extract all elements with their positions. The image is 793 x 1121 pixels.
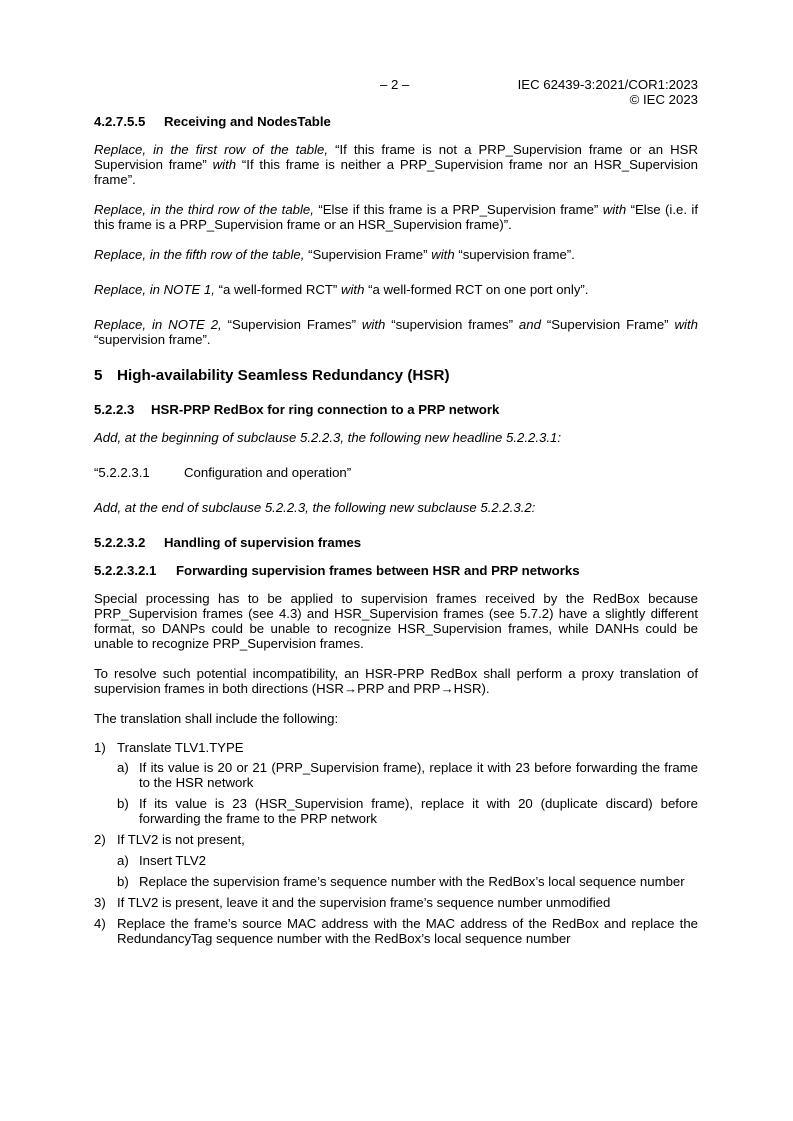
list-item-text: Translate TLV1.TYPE bbox=[117, 740, 244, 755]
paragraph-translation-intro: The translation shall include the following: bbox=[94, 711, 339, 726]
old-text: “Supervision Frames” bbox=[227, 317, 356, 332]
page-number: – 2 – bbox=[380, 77, 410, 92]
instruction-paragraph-3 bbox=[94, 247, 698, 262]
instruction-paragraph-1 bbox=[94, 142, 698, 187]
instruction-text: Replace, in NOTE 1, bbox=[94, 282, 219, 297]
old-text: “If this frame is not a PRP_Supervision frame or an HSR Supervision frame” bbox=[94, 142, 698, 172]
instruction-text: Replace, in the first row of the table, bbox=[94, 142, 336, 157]
new-text-2: “supervision frame”. bbox=[94, 332, 211, 347]
old-text: “Supervision Frame” bbox=[308, 247, 428, 262]
add-instruction-2 bbox=[94, 500, 698, 515]
instruction-text: Add, at the beginning of subclause 5.2.2.3, the following new headline 5.2.2.3.1: bbox=[94, 430, 562, 445]
paragraph-special-processing: Special processing has to be applied to supervision frames received by the RedBox because PRP_Supervision frames (see 4.3) and HSR_Supervision frames (see 5.7.2) have a slightly different format, so DANPs could be unable to recognize HSR_Supervision frames, while DANHs could be unable to recognize PRP_Supervision frames. bbox=[94, 591, 698, 651]
with-text: with bbox=[355, 317, 392, 332]
new-text: “a well-formed RCT on one port only”. bbox=[368, 282, 589, 297]
main-content bbox=[94, 114, 698, 946]
translation-steps-list bbox=[94, 740, 698, 946]
instruction-paragraph-2 bbox=[94, 202, 698, 232]
sub-item-text: Replace the supervision frame’s sequence number with the RedBox’s local sequence number bbox=[139, 874, 685, 889]
quoted-headline bbox=[94, 465, 698, 480]
copyright: © IEC 2023 bbox=[629, 92, 698, 107]
document-header bbox=[518, 77, 698, 107]
new-text: “supervision frames” bbox=[391, 317, 513, 332]
list-item-2 bbox=[94, 832, 698, 847]
heading-5-2-2-3-2 bbox=[94, 535, 698, 550]
quoted-title: Configuration and operation” bbox=[184, 465, 352, 480]
sub-marker: a) bbox=[117, 853, 129, 868]
sub-item-1a bbox=[94, 760, 698, 790]
sub-item-2b bbox=[94, 874, 698, 889]
sub-item-2a bbox=[94, 853, 698, 868]
heading-number: 5.2.2.3.2 bbox=[94, 535, 146, 550]
list-item-text: If TLV2 is not present, bbox=[117, 832, 245, 847]
list-marker: 1) bbox=[94, 740, 106, 755]
instruction-paragraph-5 bbox=[94, 317, 698, 347]
heading-title: High-availability Seamless Redundancy (HSR) bbox=[117, 367, 450, 384]
with-text: with bbox=[206, 157, 242, 172]
heading-title: Forwarding supervision frames between HSR and PRP networks bbox=[176, 563, 580, 578]
sub-item-text: Insert TLV2 bbox=[139, 853, 206, 868]
and-text: and bbox=[513, 317, 547, 332]
instruction-text: Replace, in the fifth row of the table, bbox=[94, 247, 309, 262]
heading-4-2-7-5-5 bbox=[94, 114, 698, 129]
sub-item-text: If its value is 23 (HSR_Supervision frame), replace it with 20 (duplicate discard) before forwarding the frame to the PRP network bbox=[139, 796, 698, 826]
instruction-text: Replace, in the third row of the table, bbox=[94, 202, 319, 217]
instruction-paragraph-4 bbox=[94, 282, 698, 297]
heading-5-2-2-3-2-1 bbox=[94, 563, 698, 578]
document-id: IEC 62439-3:2021/COR1:2023 bbox=[517, 77, 698, 92]
old-text: “Else if this frame is a PRP_Supervision frame” bbox=[318, 202, 599, 217]
old-text-2: “Supervision Frame” bbox=[546, 317, 675, 332]
list-marker: 4) bbox=[94, 916, 106, 931]
add-instruction-1 bbox=[94, 430, 698, 445]
sub-marker: b) bbox=[117, 874, 129, 889]
list-item-4 bbox=[94, 916, 698, 946]
heading-title: HSR-PRP RedBox for ring connection to a PRP network bbox=[151, 402, 500, 417]
list-item-1 bbox=[94, 740, 698, 755]
list-marker: 2) bbox=[94, 832, 106, 847]
list-item-text: Replace the frame’s source MAC address with the MAC address of the RedBox and replace the RedundancyTag sequence number with the RedBox’s local sequence number bbox=[117, 916, 698, 946]
sub-item-1b bbox=[94, 796, 698, 826]
quoted-number: “5.2.2.3.1 bbox=[94, 465, 150, 480]
with-text: with bbox=[427, 247, 459, 262]
with-text: with bbox=[337, 282, 369, 297]
heading-title: Handling of supervision frames bbox=[164, 535, 362, 550]
instruction-text: Add, at the end of subclause 5.2.2.3, the following new subclause 5.2.2.3.2: bbox=[94, 500, 536, 515]
sub-item-text: If its value is 20 or 21 (PRP_Supervision frame), replace it with 23 before forwarding the frame to the HSR network bbox=[139, 760, 698, 790]
list-item-3 bbox=[94, 895, 698, 910]
heading-5-2-2-3 bbox=[94, 402, 698, 417]
instruction-text: Replace, in NOTE 2, bbox=[94, 317, 228, 332]
heading-number: 4.2.7.5.5 bbox=[94, 114, 146, 129]
old-text: “a well-formed RCT” bbox=[218, 282, 338, 297]
list-item bbox=[94, 832, 698, 889]
sub-marker: b) bbox=[117, 796, 129, 811]
with-text-2: with bbox=[674, 317, 698, 332]
paragraph-resolve: To resolve such potential incompatibility, an HSR-PRP RedBox shall perform a proxy translation of supervision frames in both directions (HSR→PRP and PRP→HSR). bbox=[94, 666, 698, 696]
heading-number: 5.2.2.3.2.1 bbox=[94, 563, 157, 578]
list-marker: 3) bbox=[94, 895, 106, 910]
heading-5 bbox=[94, 367, 698, 385]
list-item bbox=[94, 740, 698, 826]
sub-marker: a) bbox=[117, 760, 129, 775]
list-item-text: If TLV2 is present, leave it and the supervision frame’s sequence number unmodified bbox=[117, 895, 611, 910]
new-text: “Else (i.e. if this frame is a PRP_Supervision frame or an HSR_Supervision frame)”. bbox=[94, 202, 698, 232]
new-text: “If this frame is neither a PRP_Supervision frame nor an HSR_Supervision frame”. bbox=[94, 157, 699, 187]
heading-number: 5 bbox=[94, 367, 103, 384]
heading-number: 5.2.2.3 bbox=[94, 402, 135, 417]
with-text: with bbox=[598, 202, 631, 217]
new-text: “supervision frame”. bbox=[458, 247, 575, 262]
heading-title: Receiving and NodesTable bbox=[164, 114, 331, 129]
